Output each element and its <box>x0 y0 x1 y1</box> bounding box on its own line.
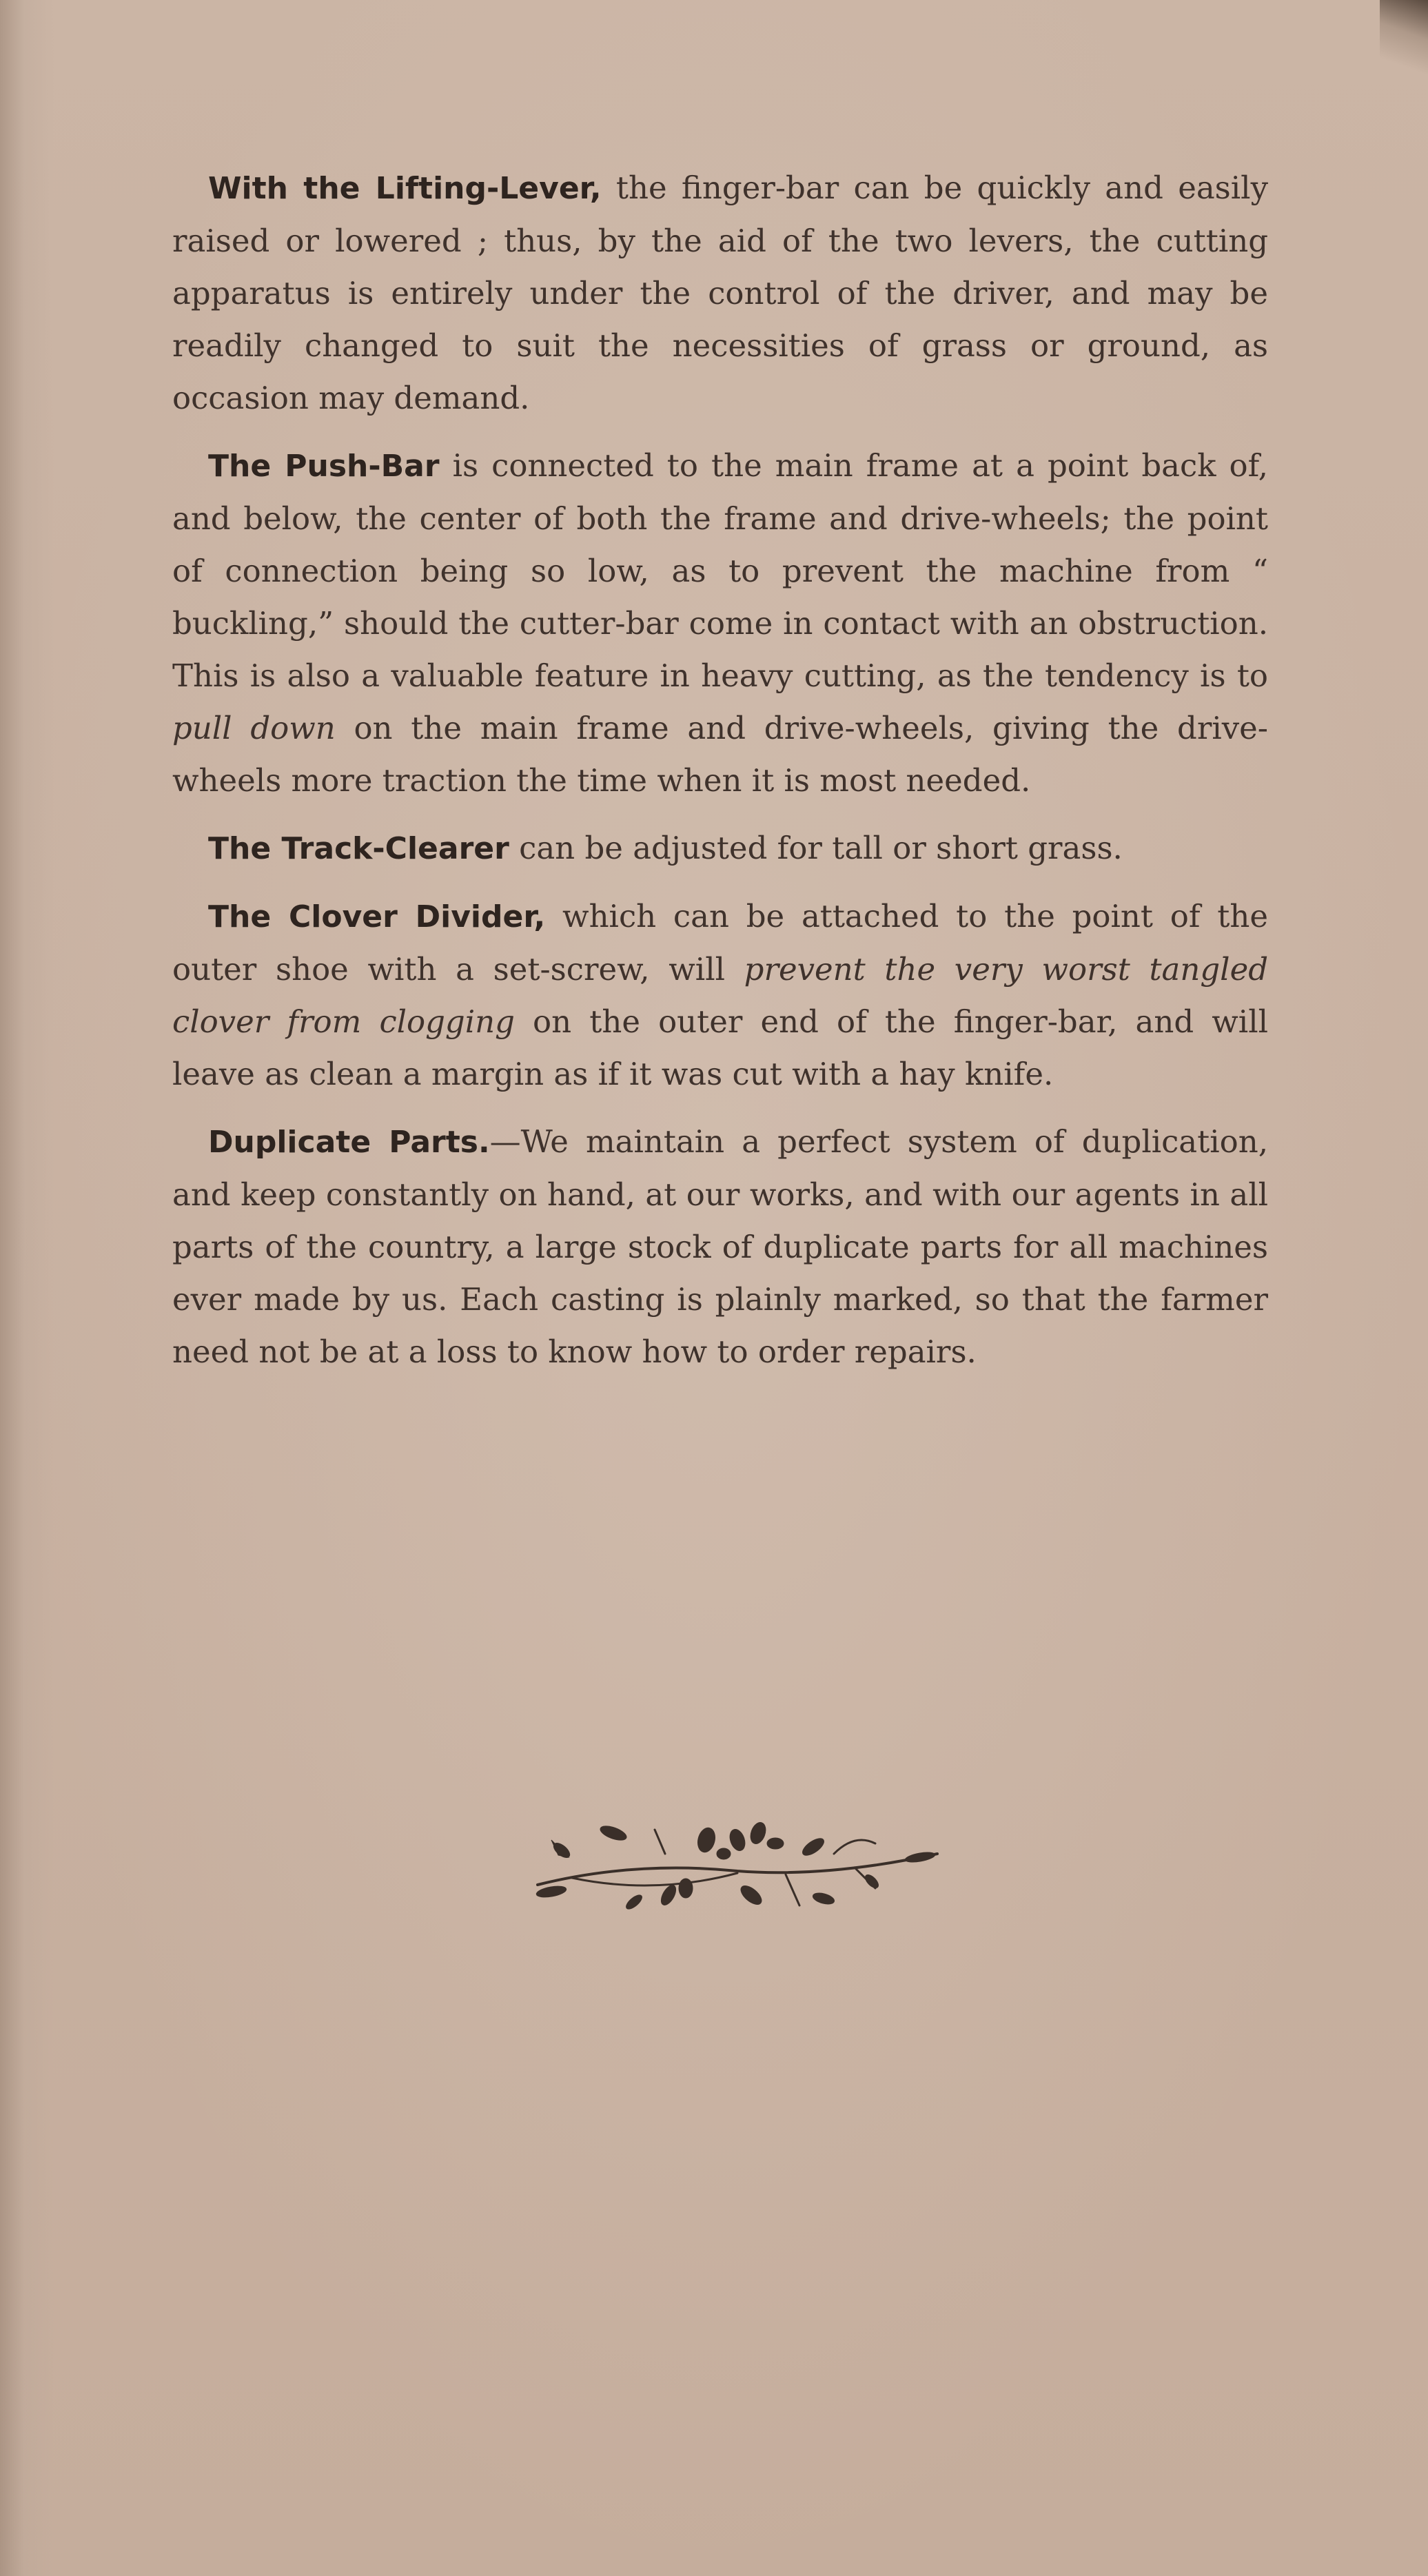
text-push-bar-after: on the main frame and drive-wheels, giving the drive-wheels more traction the time when it is most needed. <box>172 710 1268 799</box>
text-duplicate-parts: —We maintain a perfect system of duplication, and keep constantly on hand, at our works, and with our agents in all parts of the country, a large stock of duplicate parts for all machines ever made by us. Each casting is plainly marked, so that the farmer need not be at a loss to know how to order repairs. <box>172 1123 1268 1370</box>
text-clover-divider-after: on the outer end of the finger-bar, and will leave as clean a margin as if it was cut with a hay knife. <box>172 1003 1268 1092</box>
paragraph-track-clearer <box>172 822 1268 875</box>
heading-track-clearer: The Track-Clearer <box>208 831 509 866</box>
paragraph-lifting-lever <box>172 162 1268 425</box>
text-track-clearer: can be adjusted for tall or short grass. <box>509 830 1123 866</box>
heading-lifting-lever: With the Lifting-Lever, <box>208 171 602 206</box>
emphasis-tangled-clover: prevent the very worst tangled clover from clogging <box>172 951 1269 1040</box>
page-corner-shadow <box>1380 0 1428 83</box>
paragraph-push-bar <box>172 440 1268 807</box>
text-push-bar-before: is connected to the main frame at a point back of, and below, the center of both the frame and drive-wheels; the point of connection being so low, as to prevent the machine from “ buckling,” should the cutter-bar come in contact with an obstruction. This is also a valuable feature in heavy cutting, as the tendency is to <box>172 447 1268 694</box>
page-left-edge-shadow <box>0 0 54 2576</box>
emphasis-pull-down: pull down <box>172 710 336 746</box>
text-lifting-lever: the finger-bar can be quickly and easily raised or lowered ; thus, by the aid of the two levers, the cutting apparatus is entirely under the control of the driver, and may be readily changed to suit the necessities of grass or ground, as occasion may demand. <box>172 170 1268 416</box>
text-clover-divider-before: which can be attached to the point of the outer shoe with a set-screw, will <box>172 898 1268 988</box>
paragraph-clover-divider <box>172 890 1268 1101</box>
heading-clover-divider: The Clover Divider, <box>208 899 546 934</box>
body-text <box>172 162 1268 1393</box>
heading-duplicate-parts: Duplicate Parts. <box>208 1125 490 1160</box>
paragraph-duplicate-parts <box>172 1116 1268 1378</box>
floral-sprig-ornament-icon <box>531 1812 944 1916</box>
heading-push-bar: The Push-Bar <box>208 449 440 484</box>
